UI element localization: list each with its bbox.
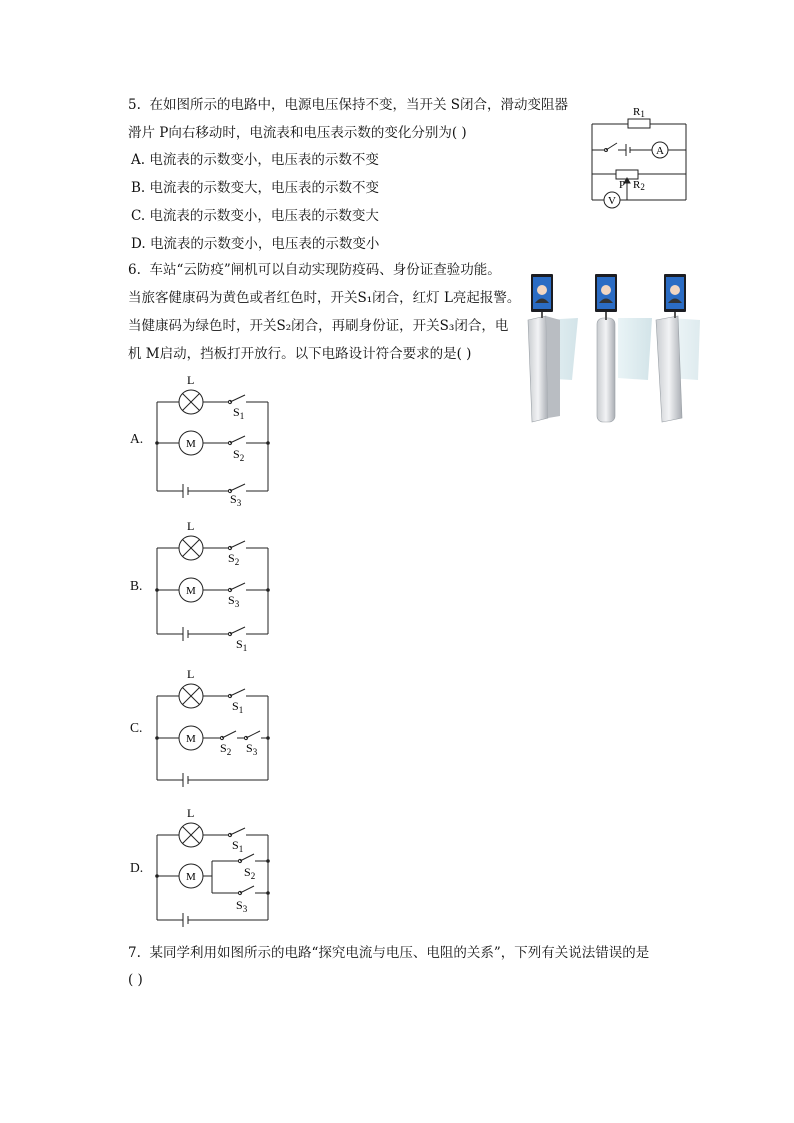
q5-option-d: D. 电流表的示数变小，电压表的示数变小	[131, 236, 380, 252]
q6-stem-line3: 当健康码为绿色时，开关S₂闭合，再刷身份证，开关S₃闭合，电	[128, 318, 509, 334]
q7-number: 7.	[128, 945, 141, 961]
circuit-a-lamp-label: L	[187, 373, 195, 387]
circuit-c-switch-top-label: $S_1$	[232, 699, 244, 715]
q5-voltmeter-label: V	[608, 195, 616, 207]
circuit-c-letter: C.	[130, 720, 143, 735]
q6-stem-line4: 机 M启动，挡板打开放行。以下电路设计符合要求的是( )	[128, 346, 472, 362]
circuit-a-switch-bot-label: $S_3$	[230, 492, 242, 508]
q5-option-c: C. 电流表的示数变小，电压表的示数变大	[131, 208, 379, 224]
q6-stem-line1: 6. 车站“云防疫”闸机可以自动实现防疫码、身份证查验功能。	[128, 262, 501, 278]
q5-ammeter-label: A	[656, 145, 664, 157]
q5-slider-label: P	[619, 179, 626, 191]
circuit-a-switch-top-label: $S_1$	[233, 405, 245, 421]
circuit-d-motor-label: M	[186, 871, 196, 883]
q7-stem-line2: ( )	[128, 972, 143, 988]
circuit-b-switch-bot-label: $S_1$	[236, 637, 248, 653]
q5-r2-label: R2	[633, 179, 645, 192]
circuit-d-lamp-label: L	[187, 806, 195, 820]
q5-option-b: B. 电流表的示数变大，电压表的示数不变	[131, 180, 380, 196]
q5-r1-label: R1	[633, 106, 645, 119]
terminal-screen-right	[664, 274, 686, 318]
circuit-b-switch-mid-label: $S_3$	[228, 593, 240, 609]
circuit-d-switch-s3-label: $S_3$	[236, 898, 248, 914]
circuit-c-motor-label: M	[186, 733, 196, 745]
q6-number: 6.	[128, 262, 141, 278]
circuit-b-diagram	[150, 516, 280, 656]
circuit-a-letter: A.	[130, 431, 144, 446]
circuit-a-switch-mid-label: $S_2$	[233, 447, 245, 463]
q5-number: 5.	[128, 97, 141, 113]
circuit-c-switch-s3-label: $S_3$	[246, 741, 258, 757]
circuit-a-motor-label: M	[186, 438, 196, 450]
circuit-b-letter: B.	[130, 578, 143, 593]
q5-stem-line1: 5. 在如图所示的电路中，电源电压保持不变，当开关 S闭合，滑动变阻器	[128, 97, 569, 113]
q6-stem-line2: 当旅客健康码为黄色或者红色时，开关S₁闭合，红灯 L亮起报警。	[128, 290, 521, 306]
q5-circuit-diagram	[586, 100, 696, 212]
circuit-c-diagram	[150, 664, 280, 794]
circuit-b-switch-top-label: $S_2$	[228, 551, 240, 567]
circuit-b-motor-label: M	[186, 585, 196, 597]
circuit-d-letter: D.	[130, 860, 144, 875]
circuit-d-switch-top-label: $S_1$	[232, 838, 244, 854]
circuit-c-lamp-label: L	[187, 667, 195, 681]
circuit-d-switch-s2-label: $S_2$	[244, 865, 256, 881]
circuit-c-switch-s2-label: $S_2$	[220, 741, 232, 757]
q7-stem-line1: 7. 某同学利用如图所示的电路“探究电流与电压、电阻的关系”，下列有关说法错误的是	[128, 945, 650, 961]
terminal-screen-middle	[595, 274, 617, 320]
gate-photo	[520, 268, 705, 428]
circuit-b-lamp-label: L	[187, 519, 195, 533]
circuit-a-diagram	[150, 370, 280, 510]
circuit-d-diagram	[150, 803, 280, 933]
q5-option-a: A. 电流表的示数变小，电压表的示数不变	[131, 152, 379, 168]
q5-stem-line2: 滑片 P向右移动时，电流表和电压表示数的变化分别为( )	[128, 125, 467, 141]
terminal-screen-left	[531, 274, 553, 318]
